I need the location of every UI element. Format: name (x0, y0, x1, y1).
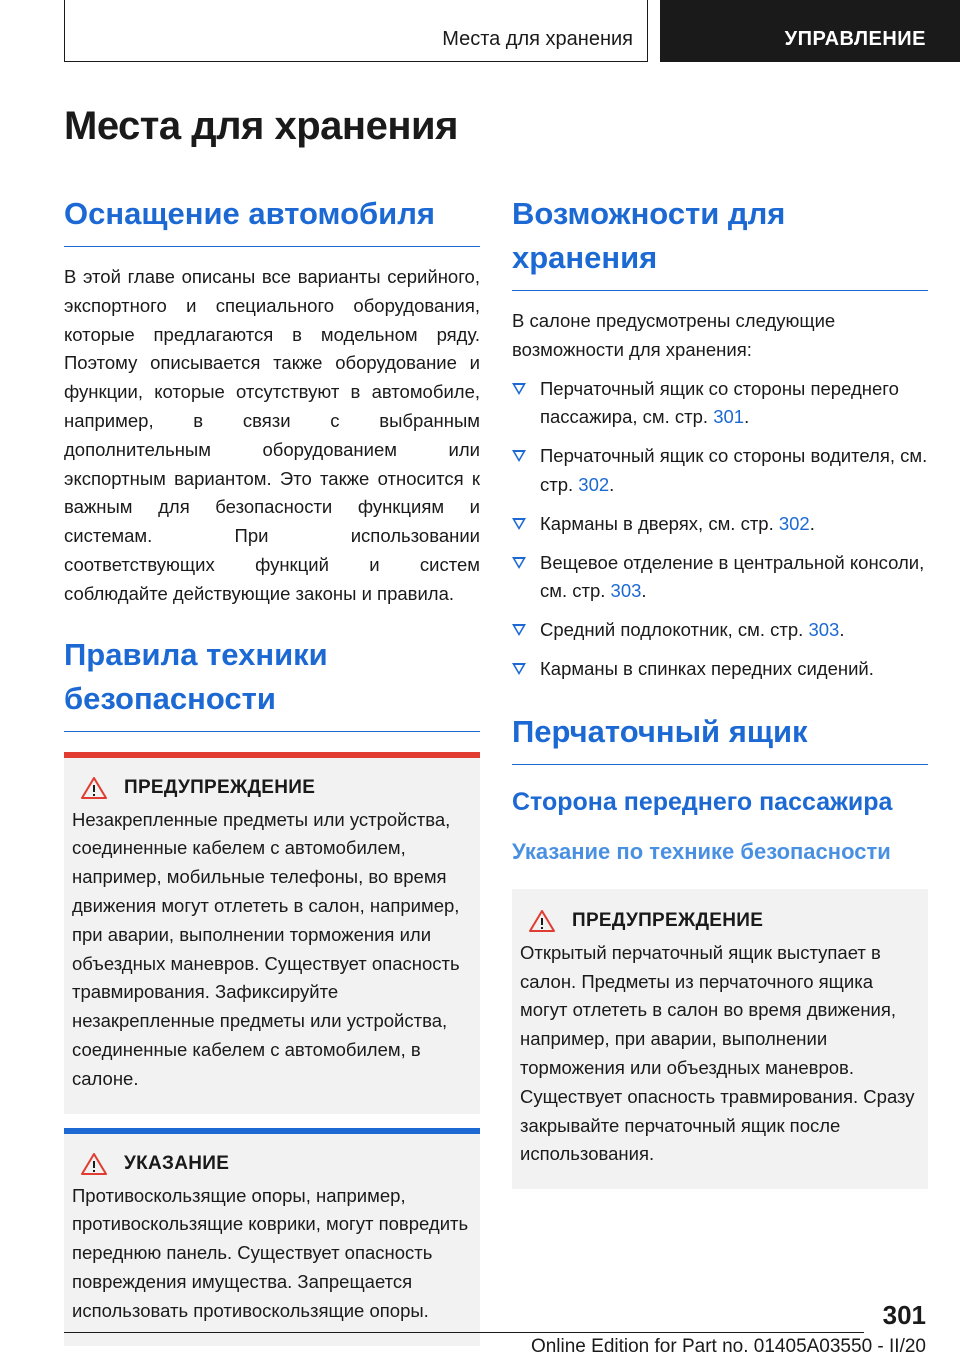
storage-list (512, 375, 928, 684)
equipment-heading: Оснащение автомобиля (64, 192, 480, 247)
list-item-text: Карманы в дверях, см. стр. (540, 512, 779, 534)
list-item-text: Карманы в спинках передних сидений. (540, 657, 874, 679)
storage-heading: Возможности для хранения (512, 192, 928, 291)
warning-triangle-icon (528, 909, 556, 933)
triangle-bullet-icon (512, 663, 526, 675)
warning-box-header (72, 776, 472, 800)
page-link[interactable]: 303 (610, 580, 642, 602)
list-item-text: Вещевое отделение в центральной консоли, см. стр. (540, 551, 925, 602)
note-box-header (72, 1152, 472, 1176)
note-title: УКАЗАНИЕ (124, 1152, 230, 1174)
edition-info: Online Edition for Part no. 01405A03550 - II/20 (530, 1336, 926, 1357)
triangle-bullet-icon (512, 383, 526, 395)
glovebox-warning-title: ПРЕДУПРЕЖДЕНИЕ (572, 909, 764, 931)
left-column (64, 192, 480, 1346)
glovebox-warning-text: Открытый перчаточный ящик выступает в салон. Предметы из перчаточного ящика могут отлететь в салон во время движения, например, при аварии, выполнении торможения или объездных маневров. Существует опасность травмирования. Сразу закрывайте перчаточный ящик после использования. (520, 941, 915, 1165)
footer-divider (64, 1332, 864, 1333)
warning-box (64, 752, 480, 1114)
triangle-bullet-icon (512, 624, 526, 636)
triangle-bullet-icon (512, 518, 526, 530)
warning-text: Незакрепленные предметы или устройства, соединенные кабелем с автомобилем, например, мобильные телефоны, во время движения могут отлететь в салон, например, при аварии, выполнении торможения или объездных маневров. Существует опасность травмирования. Зафиксируйте незакрепленные предметы или устройства, соединенные кабелем с автомобилем, в салоне. (72, 808, 460, 1089)
warning-title: ПРЕДУПРЕЖДЕНИЕ (124, 776, 316, 798)
list-item (512, 655, 928, 684)
glovebox-safety-subheading: Указание по технике безопасности (512, 838, 891, 864)
page-link[interactable]: 303 (808, 619, 840, 641)
safety-heading: Правила техники безопасности (64, 633, 480, 732)
note-text: Противоскользящие опоры, например, противоскользящие коврики, могут повредить переднюю панель. Существует опасность повреждения имущества. Запрещается использовать противоскользящие опоры. (72, 1184, 469, 1321)
triangle-bullet-icon (512, 450, 526, 462)
glovebox-subheading: Сторона переднего пассажира (512, 787, 893, 816)
glovebox-warning-box (512, 889, 928, 1189)
list-item-text: Средний подлокотник, см. стр. (540, 619, 809, 641)
header-section-title: Места для хранения (442, 28, 633, 50)
header-chapter-title: УПРАВЛЕНИЕ (784, 28, 926, 50)
right-column (512, 192, 928, 1189)
warning-triangle-icon (80, 776, 108, 800)
header-chapter-box (660, 0, 960, 62)
page-link[interactable]: 302 (778, 512, 810, 534)
list-item (512, 549, 928, 607)
list-item (512, 442, 928, 500)
equipment-text: В этой главе описаны все варианты серийного, экспортного и специального оборудования, которые предлагаются в модельном ряду. Поэтому описывается также оборудование и функции, которые отсутствуют в автомобиле, например, в связи с выбранным дополнительным оборудованием или экспортным вариантом. Это также относится к важным для безопасности функциям и системам. При использовании соответствующих функций и систем соблюдайте действующие законы и правила. (64, 266, 480, 604)
list-item-tail: . (744, 406, 750, 428)
page-link[interactable]: 301 (713, 406, 745, 428)
note-box (64, 1128, 480, 1346)
glovebox-warning-header (520, 909, 920, 933)
triangle-bullet-icon (512, 557, 526, 569)
list-item-tail: . (609, 473, 615, 495)
list-item-text: Перчаточный ящик со стороны переднего пассажира, см. стр. (540, 377, 899, 428)
header-section-box (64, 0, 648, 62)
list-item (512, 375, 928, 433)
page-number: 301 (882, 1300, 926, 1330)
page-title: Места для хранения (64, 104, 458, 148)
glovebox-heading: Перчаточный ящик (512, 710, 928, 765)
storage-intro: В салоне предусмотрены следующие возможности для хранения: (512, 310, 836, 360)
warning-triangle-icon (80, 1152, 108, 1176)
list-item (512, 616, 928, 645)
list-item-tail: . (641, 580, 647, 602)
list-item (512, 510, 928, 539)
list-item-tail: . (809, 512, 815, 534)
list-item-tail: . (839, 619, 845, 641)
list-item-text: Перчаточный ящик со стороны водителя, см. стр. (540, 445, 928, 495)
page-link[interactable]: 302 (578, 473, 610, 495)
